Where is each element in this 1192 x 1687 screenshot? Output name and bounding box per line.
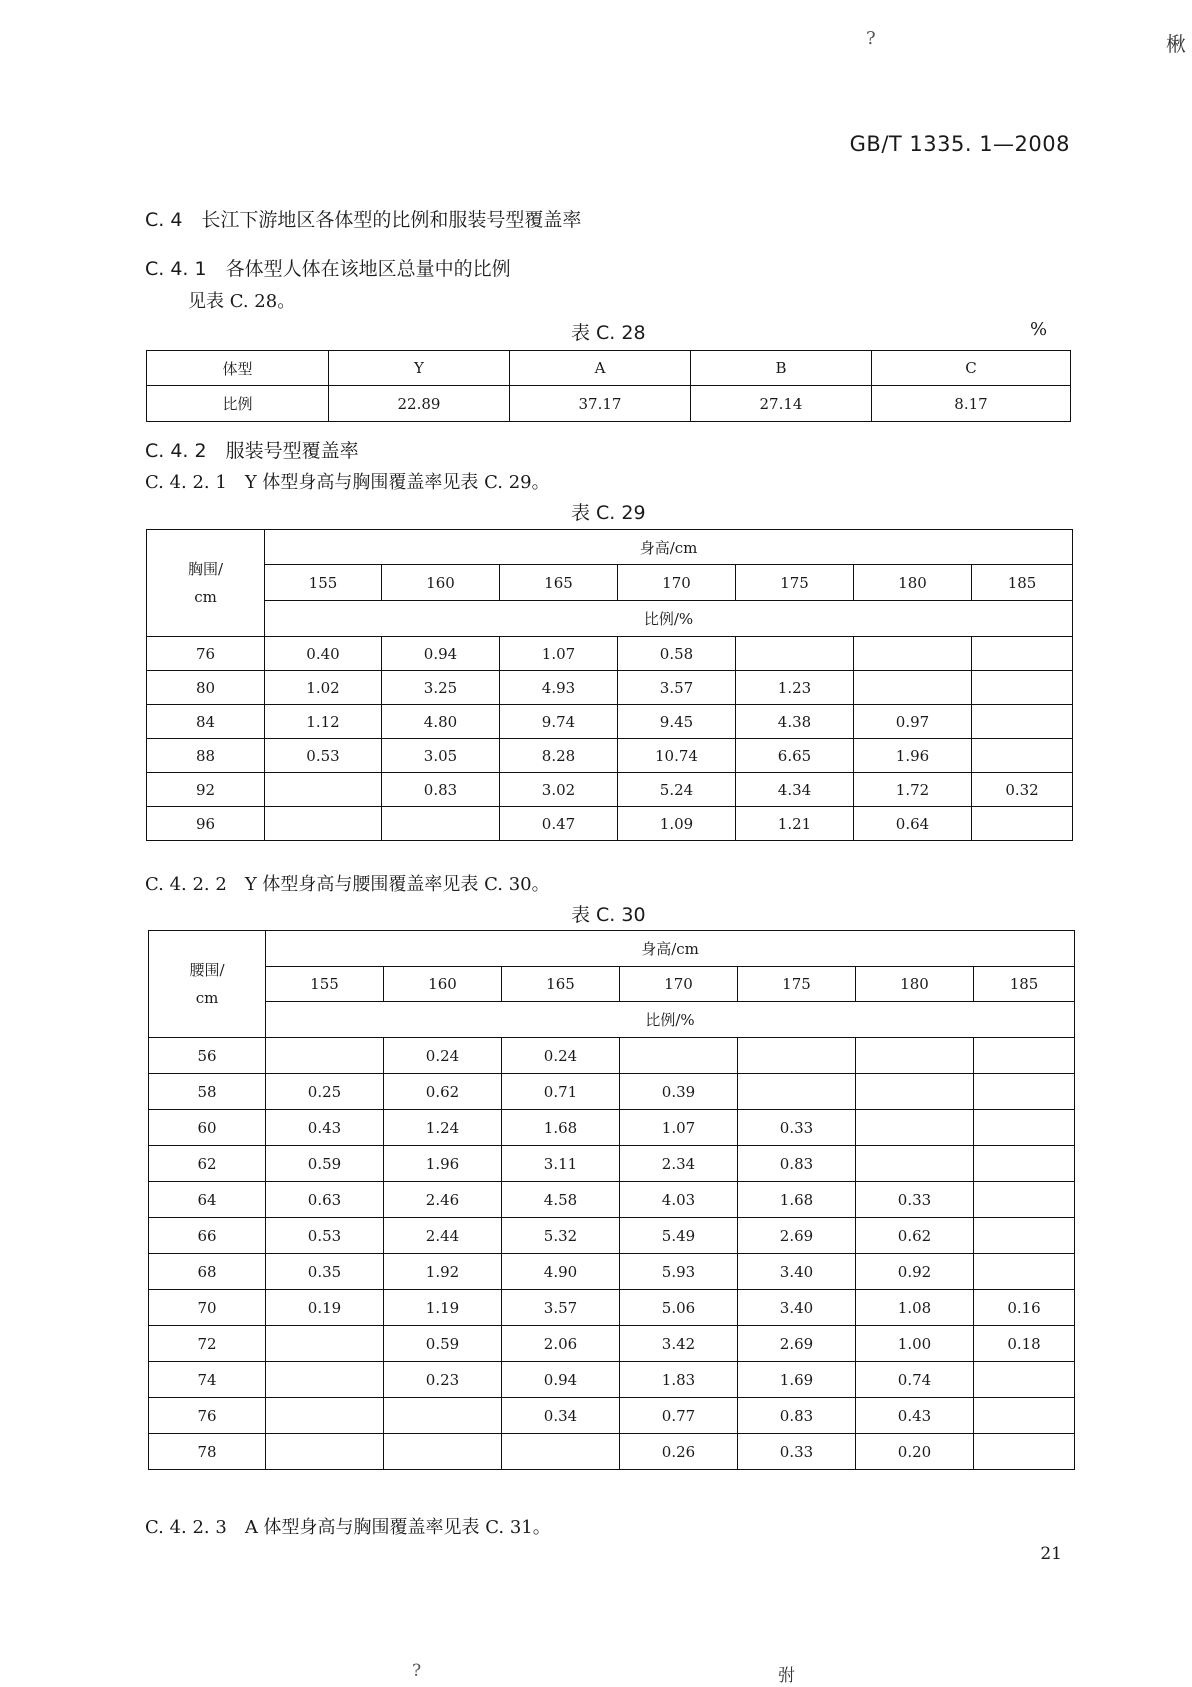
corner-mark-bottom-left: ? bbox=[412, 1661, 422, 1681]
table-c29-height-cell: 175 bbox=[736, 565, 854, 601]
section-c42-heading: C. 4. 2 服装号型覆盖率 bbox=[145, 440, 359, 462]
table-cell: 0.33 bbox=[856, 1182, 974, 1218]
table-cell: 5.24 bbox=[618, 773, 736, 807]
table-row-label: 74 bbox=[149, 1362, 266, 1398]
table-cell: 9.45 bbox=[618, 705, 736, 739]
table-cell: 1.68 bbox=[738, 1182, 856, 1218]
table-cell: 0.25 bbox=[266, 1074, 384, 1110]
table-cell: 10.74 bbox=[618, 739, 736, 773]
table-cell: 2.44 bbox=[384, 1218, 502, 1254]
table-cell bbox=[972, 637, 1073, 671]
table-row bbox=[147, 739, 1073, 773]
table-cell: 1.08 bbox=[856, 1290, 974, 1326]
table-cell bbox=[266, 1038, 384, 1074]
table-cell: 0.33 bbox=[738, 1434, 856, 1470]
table-row-label: 60 bbox=[149, 1110, 266, 1146]
table-c28-header-cell: C bbox=[872, 351, 1071, 386]
table-cell bbox=[382, 807, 500, 841]
table-cell bbox=[736, 637, 854, 671]
table-cell bbox=[384, 1434, 502, 1470]
table-row-label: 64 bbox=[149, 1182, 266, 1218]
table-cell: 0.62 bbox=[384, 1074, 502, 1110]
corner-mark-top-right: 楸 bbox=[1166, 32, 1186, 56]
table-cell: 0.74 bbox=[856, 1362, 974, 1398]
table-cell bbox=[856, 1146, 974, 1182]
table-c29-height-cell: 185 bbox=[972, 565, 1073, 601]
table-c30-height-cell: 165 bbox=[502, 967, 620, 1002]
table-cell: 1.09 bbox=[618, 807, 736, 841]
table-cell bbox=[384, 1398, 502, 1434]
table-row-label: 78 bbox=[149, 1434, 266, 1470]
table-cell bbox=[972, 807, 1073, 841]
section-c41-text: 见表 C. 28。 bbox=[188, 291, 296, 312]
table-cell bbox=[854, 671, 972, 705]
table-cell bbox=[266, 1398, 384, 1434]
table-cell: 4.90 bbox=[502, 1254, 620, 1290]
table-cell bbox=[856, 1038, 974, 1074]
table-cell: 0.83 bbox=[738, 1398, 856, 1434]
section-c423-text: C. 4. 2. 3 A 体型身高与胸围覆盖率见表 C. 31。 bbox=[145, 1517, 551, 1538]
table-cell: 3.02 bbox=[500, 773, 618, 807]
table-cell: 0.83 bbox=[738, 1146, 856, 1182]
table-row-label: 92 bbox=[147, 773, 265, 807]
table-cell: 1.12 bbox=[265, 705, 382, 739]
table-cell: 0.24 bbox=[502, 1038, 620, 1074]
table-row bbox=[149, 1074, 1075, 1110]
table-cell: 0.59 bbox=[384, 1326, 502, 1362]
table-cell: 2.46 bbox=[384, 1182, 502, 1218]
table-c29-height-cell: 155 bbox=[265, 565, 382, 601]
table-cell: 0.19 bbox=[266, 1290, 384, 1326]
table-row-label: 76 bbox=[147, 637, 265, 671]
table-c30-row-header-label: 腰围/ cm bbox=[189, 961, 225, 1007]
table-c30-ratio-label: 比例/% bbox=[266, 1002, 1075, 1038]
table-cell: 0.71 bbox=[502, 1074, 620, 1110]
table-cell: 3.42 bbox=[620, 1326, 738, 1362]
table-c30-height-cell: 160 bbox=[384, 967, 502, 1002]
table-cell: 3.40 bbox=[738, 1290, 856, 1326]
table-cell: 0.47 bbox=[500, 807, 618, 841]
table-cell: 2.69 bbox=[738, 1326, 856, 1362]
table-cell: 4.93 bbox=[500, 671, 618, 705]
table-cell: 0.39 bbox=[620, 1074, 738, 1110]
table-cell: 9.74 bbox=[500, 705, 618, 739]
table-cell: 0.43 bbox=[856, 1398, 974, 1434]
table-cell bbox=[266, 1362, 384, 1398]
table-cell: 2.69 bbox=[738, 1218, 856, 1254]
table-row-label: 76 bbox=[149, 1398, 266, 1434]
table-cell: 0.23 bbox=[384, 1362, 502, 1398]
table-c29-ratio-label: 比例/% bbox=[265, 601, 1073, 637]
table-cell bbox=[974, 1218, 1075, 1254]
table-c28-header-cell: B bbox=[691, 351, 872, 386]
table-cell: 0.43 bbox=[266, 1110, 384, 1146]
table-cell: 5.32 bbox=[502, 1218, 620, 1254]
table-c29-height-cell: 180 bbox=[854, 565, 972, 601]
table-cell: 0.35 bbox=[266, 1254, 384, 1290]
table-c29-height-cell: 170 bbox=[618, 565, 736, 601]
table-cell: 5.06 bbox=[620, 1290, 738, 1326]
table-row bbox=[149, 1398, 1075, 1434]
table-cell: 1.92 bbox=[384, 1254, 502, 1290]
table-row bbox=[149, 1434, 1075, 1470]
table-row-label: 62 bbox=[149, 1146, 266, 1182]
table-cell: 4.34 bbox=[736, 773, 854, 807]
table-c28-unit: % bbox=[1030, 319, 1048, 340]
table-cell: 5.93 bbox=[620, 1254, 738, 1290]
table-cell: 0.63 bbox=[266, 1182, 384, 1218]
table-cell: 1.00 bbox=[856, 1326, 974, 1362]
table-cell bbox=[974, 1074, 1075, 1110]
table-cell: 3.57 bbox=[502, 1290, 620, 1326]
table-row-label: 72 bbox=[149, 1326, 266, 1362]
table-c28-cell: 22.89 bbox=[329, 386, 510, 422]
table-cell: 1.96 bbox=[384, 1146, 502, 1182]
table-c29-height-cell: 160 bbox=[382, 565, 500, 601]
section-c4-heading: C. 4 长江下游地区各体型的比例和服装号型覆盖率 bbox=[145, 209, 582, 231]
table-cell: 4.38 bbox=[736, 705, 854, 739]
table-row bbox=[147, 705, 1073, 739]
table-c30-caption: 表 C. 30 bbox=[571, 904, 646, 926]
table-cell bbox=[856, 1074, 974, 1110]
table-c30-height-cell: 155 bbox=[266, 967, 384, 1002]
table-row bbox=[149, 1146, 1075, 1182]
table-row bbox=[149, 1362, 1075, 1398]
table-c28-header-cell: Y bbox=[329, 351, 510, 386]
table-row bbox=[149, 1218, 1075, 1254]
table-row bbox=[149, 1254, 1075, 1290]
table-cell: 0.20 bbox=[856, 1434, 974, 1470]
table-cell bbox=[974, 1146, 1075, 1182]
table-cell: 1.07 bbox=[620, 1110, 738, 1146]
table-cell: 3.25 bbox=[382, 671, 500, 705]
table-row-label: 84 bbox=[147, 705, 265, 739]
table-cell: 0.58 bbox=[618, 637, 736, 671]
table-cell bbox=[266, 1326, 384, 1362]
table-cell: 1.72 bbox=[854, 773, 972, 807]
table-cell: 0.97 bbox=[854, 705, 972, 739]
table-cell: 0.53 bbox=[266, 1218, 384, 1254]
corner-mark-top-left: ? bbox=[866, 28, 876, 49]
table-cell: 0.83 bbox=[382, 773, 500, 807]
table-row-label: 70 bbox=[149, 1290, 266, 1326]
table-c30-row-header bbox=[149, 931, 266, 1038]
table-cell: 0.18 bbox=[974, 1326, 1075, 1362]
table-cell: 1.83 bbox=[620, 1362, 738, 1398]
section-c421-text: C. 4. 2. 1 Y 体型身高与胸围覆盖率见表 C. 29。 bbox=[145, 472, 550, 493]
table-cell bbox=[972, 739, 1073, 773]
table-cell: 5.49 bbox=[620, 1218, 738, 1254]
corner-mark-bottom-right: 弣 bbox=[778, 1666, 795, 1686]
table-row-label: 88 bbox=[147, 739, 265, 773]
table-c29-height-label: 身高/cm bbox=[265, 530, 1073, 565]
table-cell: 1.21 bbox=[736, 807, 854, 841]
table-cell bbox=[974, 1362, 1075, 1398]
table-cell: 1.24 bbox=[384, 1110, 502, 1146]
table-c29-row-header-label: 胸围/ cm bbox=[187, 560, 224, 606]
table-row bbox=[147, 807, 1073, 841]
table-cell bbox=[856, 1110, 974, 1146]
table-cell bbox=[738, 1038, 856, 1074]
table-cell: 1.07 bbox=[500, 637, 618, 671]
table-cell: 0.34 bbox=[502, 1398, 620, 1434]
table-cell: 1.02 bbox=[265, 671, 382, 705]
table-row-label: 68 bbox=[149, 1254, 266, 1290]
table-cell: 0.53 bbox=[265, 739, 382, 773]
table-cell bbox=[974, 1182, 1075, 1218]
table-cell: 3.05 bbox=[382, 739, 500, 773]
table-c28-cell: 27.14 bbox=[691, 386, 872, 422]
table-row bbox=[147, 637, 1073, 671]
table-row-label: 58 bbox=[149, 1074, 266, 1110]
table-row bbox=[149, 1110, 1075, 1146]
table-cell: 0.26 bbox=[620, 1434, 738, 1470]
section-c41-heading: C. 4. 1 各体型人体在该地区总量中的比例 bbox=[145, 258, 511, 280]
table-cell: 0.40 bbox=[265, 637, 382, 671]
table-cell: 0.16 bbox=[974, 1290, 1075, 1326]
table-cell: 6.65 bbox=[736, 739, 854, 773]
table-row-label: 56 bbox=[149, 1038, 266, 1074]
standard-number: GB/T 1335. 1—2008 bbox=[849, 132, 1070, 156]
table-cell: 0.33 bbox=[738, 1110, 856, 1146]
table-row bbox=[149, 1290, 1075, 1326]
table-cell: 1.23 bbox=[736, 671, 854, 705]
table-cell: 1.68 bbox=[502, 1110, 620, 1146]
table-c28-cell: 37.17 bbox=[510, 386, 691, 422]
table-c29-caption: 表 C. 29 bbox=[571, 502, 646, 524]
table-cell: 0.62 bbox=[856, 1218, 974, 1254]
table-c28-cell: 8.17 bbox=[872, 386, 1071, 422]
table-cell bbox=[265, 807, 382, 841]
table-cell bbox=[974, 1434, 1075, 1470]
section-c422-text: C. 4. 2. 2 Y 体型身高与腰围覆盖率见表 C. 30。 bbox=[145, 874, 550, 895]
table-row bbox=[149, 1326, 1075, 1362]
table-cell: 4.03 bbox=[620, 1182, 738, 1218]
table-cell: 4.58 bbox=[502, 1182, 620, 1218]
table-cell bbox=[854, 637, 972, 671]
table-c30 bbox=[148, 930, 1075, 1470]
table-row-label: 96 bbox=[147, 807, 265, 841]
table-c28-cell: 比例 bbox=[147, 386, 329, 422]
table-cell: 1.96 bbox=[854, 739, 972, 773]
table-cell: 0.64 bbox=[854, 807, 972, 841]
table-c28-header-cell: 体型 bbox=[147, 351, 329, 386]
table-cell bbox=[502, 1434, 620, 1470]
table-cell bbox=[974, 1398, 1075, 1434]
table-c28 bbox=[146, 350, 1071, 422]
table-row bbox=[149, 1182, 1075, 1218]
table-c29-height-cell: 165 bbox=[500, 565, 618, 601]
table-cell: 0.94 bbox=[502, 1362, 620, 1398]
table-cell: 1.69 bbox=[738, 1362, 856, 1398]
table-cell bbox=[265, 773, 382, 807]
table-cell: 3.57 bbox=[618, 671, 736, 705]
table-cell: 4.80 bbox=[382, 705, 500, 739]
table-row bbox=[147, 671, 1073, 705]
table-cell: 3.11 bbox=[502, 1146, 620, 1182]
table-c30-height-label: 身高/cm bbox=[266, 931, 1075, 967]
table-row-label: 66 bbox=[149, 1218, 266, 1254]
table-row-label: 80 bbox=[147, 671, 265, 705]
table-cell: 0.32 bbox=[972, 773, 1073, 807]
table-c29 bbox=[146, 529, 1073, 841]
table-row bbox=[147, 773, 1073, 807]
table-c30-height-cell: 180 bbox=[856, 967, 974, 1002]
table-row bbox=[149, 1038, 1075, 1074]
table-cell: 0.59 bbox=[266, 1146, 384, 1182]
table-cell: 0.94 bbox=[382, 637, 500, 671]
table-c30-height-cell: 170 bbox=[620, 967, 738, 1002]
table-cell bbox=[974, 1110, 1075, 1146]
table-cell bbox=[974, 1254, 1075, 1290]
table-cell bbox=[266, 1434, 384, 1470]
table-cell bbox=[620, 1038, 738, 1074]
table-cell: 8.28 bbox=[500, 739, 618, 773]
table-cell bbox=[972, 671, 1073, 705]
table-cell: 0.92 bbox=[856, 1254, 974, 1290]
table-cell bbox=[738, 1074, 856, 1110]
table-cell: 3.40 bbox=[738, 1254, 856, 1290]
table-c29-row-header bbox=[147, 530, 265, 637]
table-cell: 0.77 bbox=[620, 1398, 738, 1434]
table-cell: 1.19 bbox=[384, 1290, 502, 1326]
table-cell bbox=[972, 705, 1073, 739]
table-cell: 2.06 bbox=[502, 1326, 620, 1362]
page-number: 21 bbox=[1040, 1544, 1062, 1564]
table-c30-height-cell: 185 bbox=[974, 967, 1075, 1002]
table-c28-caption: 表 C. 28 bbox=[571, 322, 646, 344]
table-c30-height-cell: 175 bbox=[738, 967, 856, 1002]
table-c28-header-cell: A bbox=[510, 351, 691, 386]
table-cell: 2.34 bbox=[620, 1146, 738, 1182]
table-cell: 0.24 bbox=[384, 1038, 502, 1074]
table-cell bbox=[974, 1038, 1075, 1074]
